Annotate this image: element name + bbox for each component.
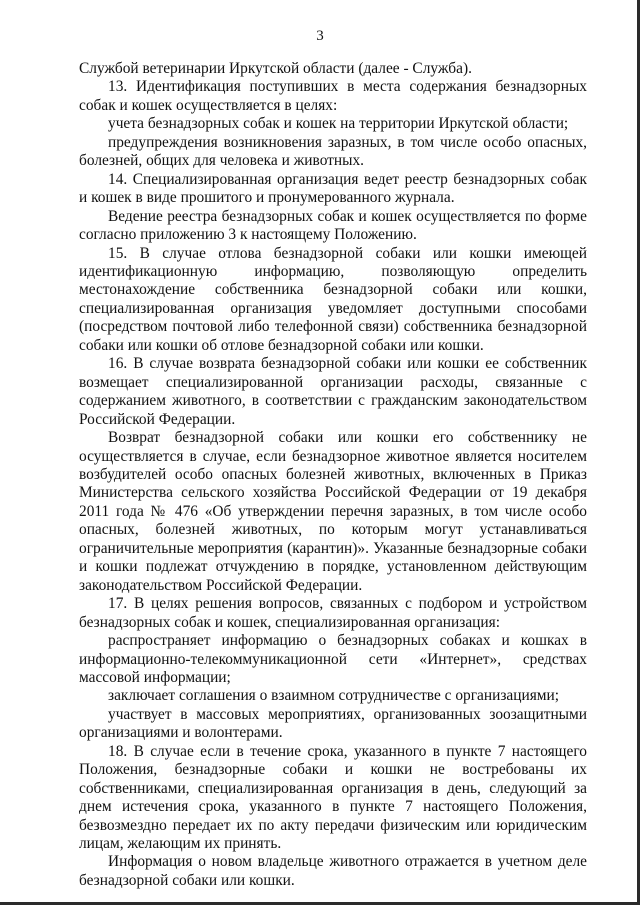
paragraph: 13. Идентификация поступивших в места содержания безнадзорных собак и кошек осуществляется в целях:: [79, 78, 587, 114]
paragraph: Информация о новом владельце животного отражается в учетном деле безнадзорной собаки или кошки.: [79, 853, 587, 889]
paragraph: участвует в массовых мероприятиях, организованных зоозащитными организациями и волонтерами.: [79, 705, 587, 742]
paragraph: учета безнадзорных собак и кошек на территории Иркутской области;: [108, 115, 569, 133]
paragraph: Службой ветеринарии Иркутской области (далее - Служба).: [79, 60, 472, 77]
paragraph: распространяет информацию о безнадзорных собаках и кошках в информационно-телекоммуникационной сети «Интернет», средствах массовой информации;: [79, 632, 587, 686]
paragraph: предупреждения возникновения заразных, в том числе особо опасных, болезней, общих для человека и животных.: [79, 133, 587, 170]
paragraph: 18. В случае если в течение срока, указанного в пункте 7 настоящего Положения, безнадзорные собаки и кошки не востребованы их собственниками, специализированная организация в день, следующий за днем истечения срока, указанного в пункте 7 настоящего Положения, безвозмездно передает их по акту передачи физическим или юридическим лицам, желающим их принять.: [79, 742, 587, 853]
paragraph: 15. В случае отлова безнадзорной собаки или кошки имеющей идентификационную информацию, позволяющую определить местонахождение собственника безнадзорной собаки или кошки, специализированная организация уведомляет доступными способами (посредством почтовой либо телефонной связи) собственника безнадзорной собаки или кошки об отлове безнадзорной собаки или кошки.: [79, 244, 587, 354]
paragraph: Возврат безнадзорной собаки или кошки его собственнику не осуществляется в случае, если безнадзорное животное является носителем возбудителей особо опасных болезней животных, включенных в Приказ Министерства сельского хозяйства Российской Федерации от 19 декабря 2011 года № 476 «Об утверждении перечня заразных, в том числе особо опасных, болезней животных, по которым могут устанавливаться ограничительные мероприятия (карантин)». Указанные безнадзорные собаки и кошки подлежат отчуждению в порядке, установленном действующим законодательством Российской Федерации.: [79, 429, 587, 594]
page-number: 3: [316, 28, 324, 44]
paragraph: 17. В целях решения вопросов, связанных с подбором и устройством безнадзорных собак и кошек, специализированная организация:: [79, 595, 587, 631]
paragraph: заключает соглашения о взаимном сотрудничестве с организациями;: [108, 687, 560, 705]
paragraph: Ведение реестра безнадзорных собак и кошек осуществляется по форме согласно приложению 3 к настоящему Положению.: [79, 207, 587, 244]
document-body: [79, 60, 587, 890]
paragraph: 14. Специализированная организация ведет реестр безнадзорных собак и кошек в виде прошитого и пронумерованного журнала.: [79, 170, 587, 207]
paragraph: 16. В случае возврата безнадзорной собаки или кошки ее собственник возмещает специализированной организации расходы, связанные с содержанием животного, в соответствии с гражданским законодательством Российской Федерации.: [79, 355, 587, 428]
